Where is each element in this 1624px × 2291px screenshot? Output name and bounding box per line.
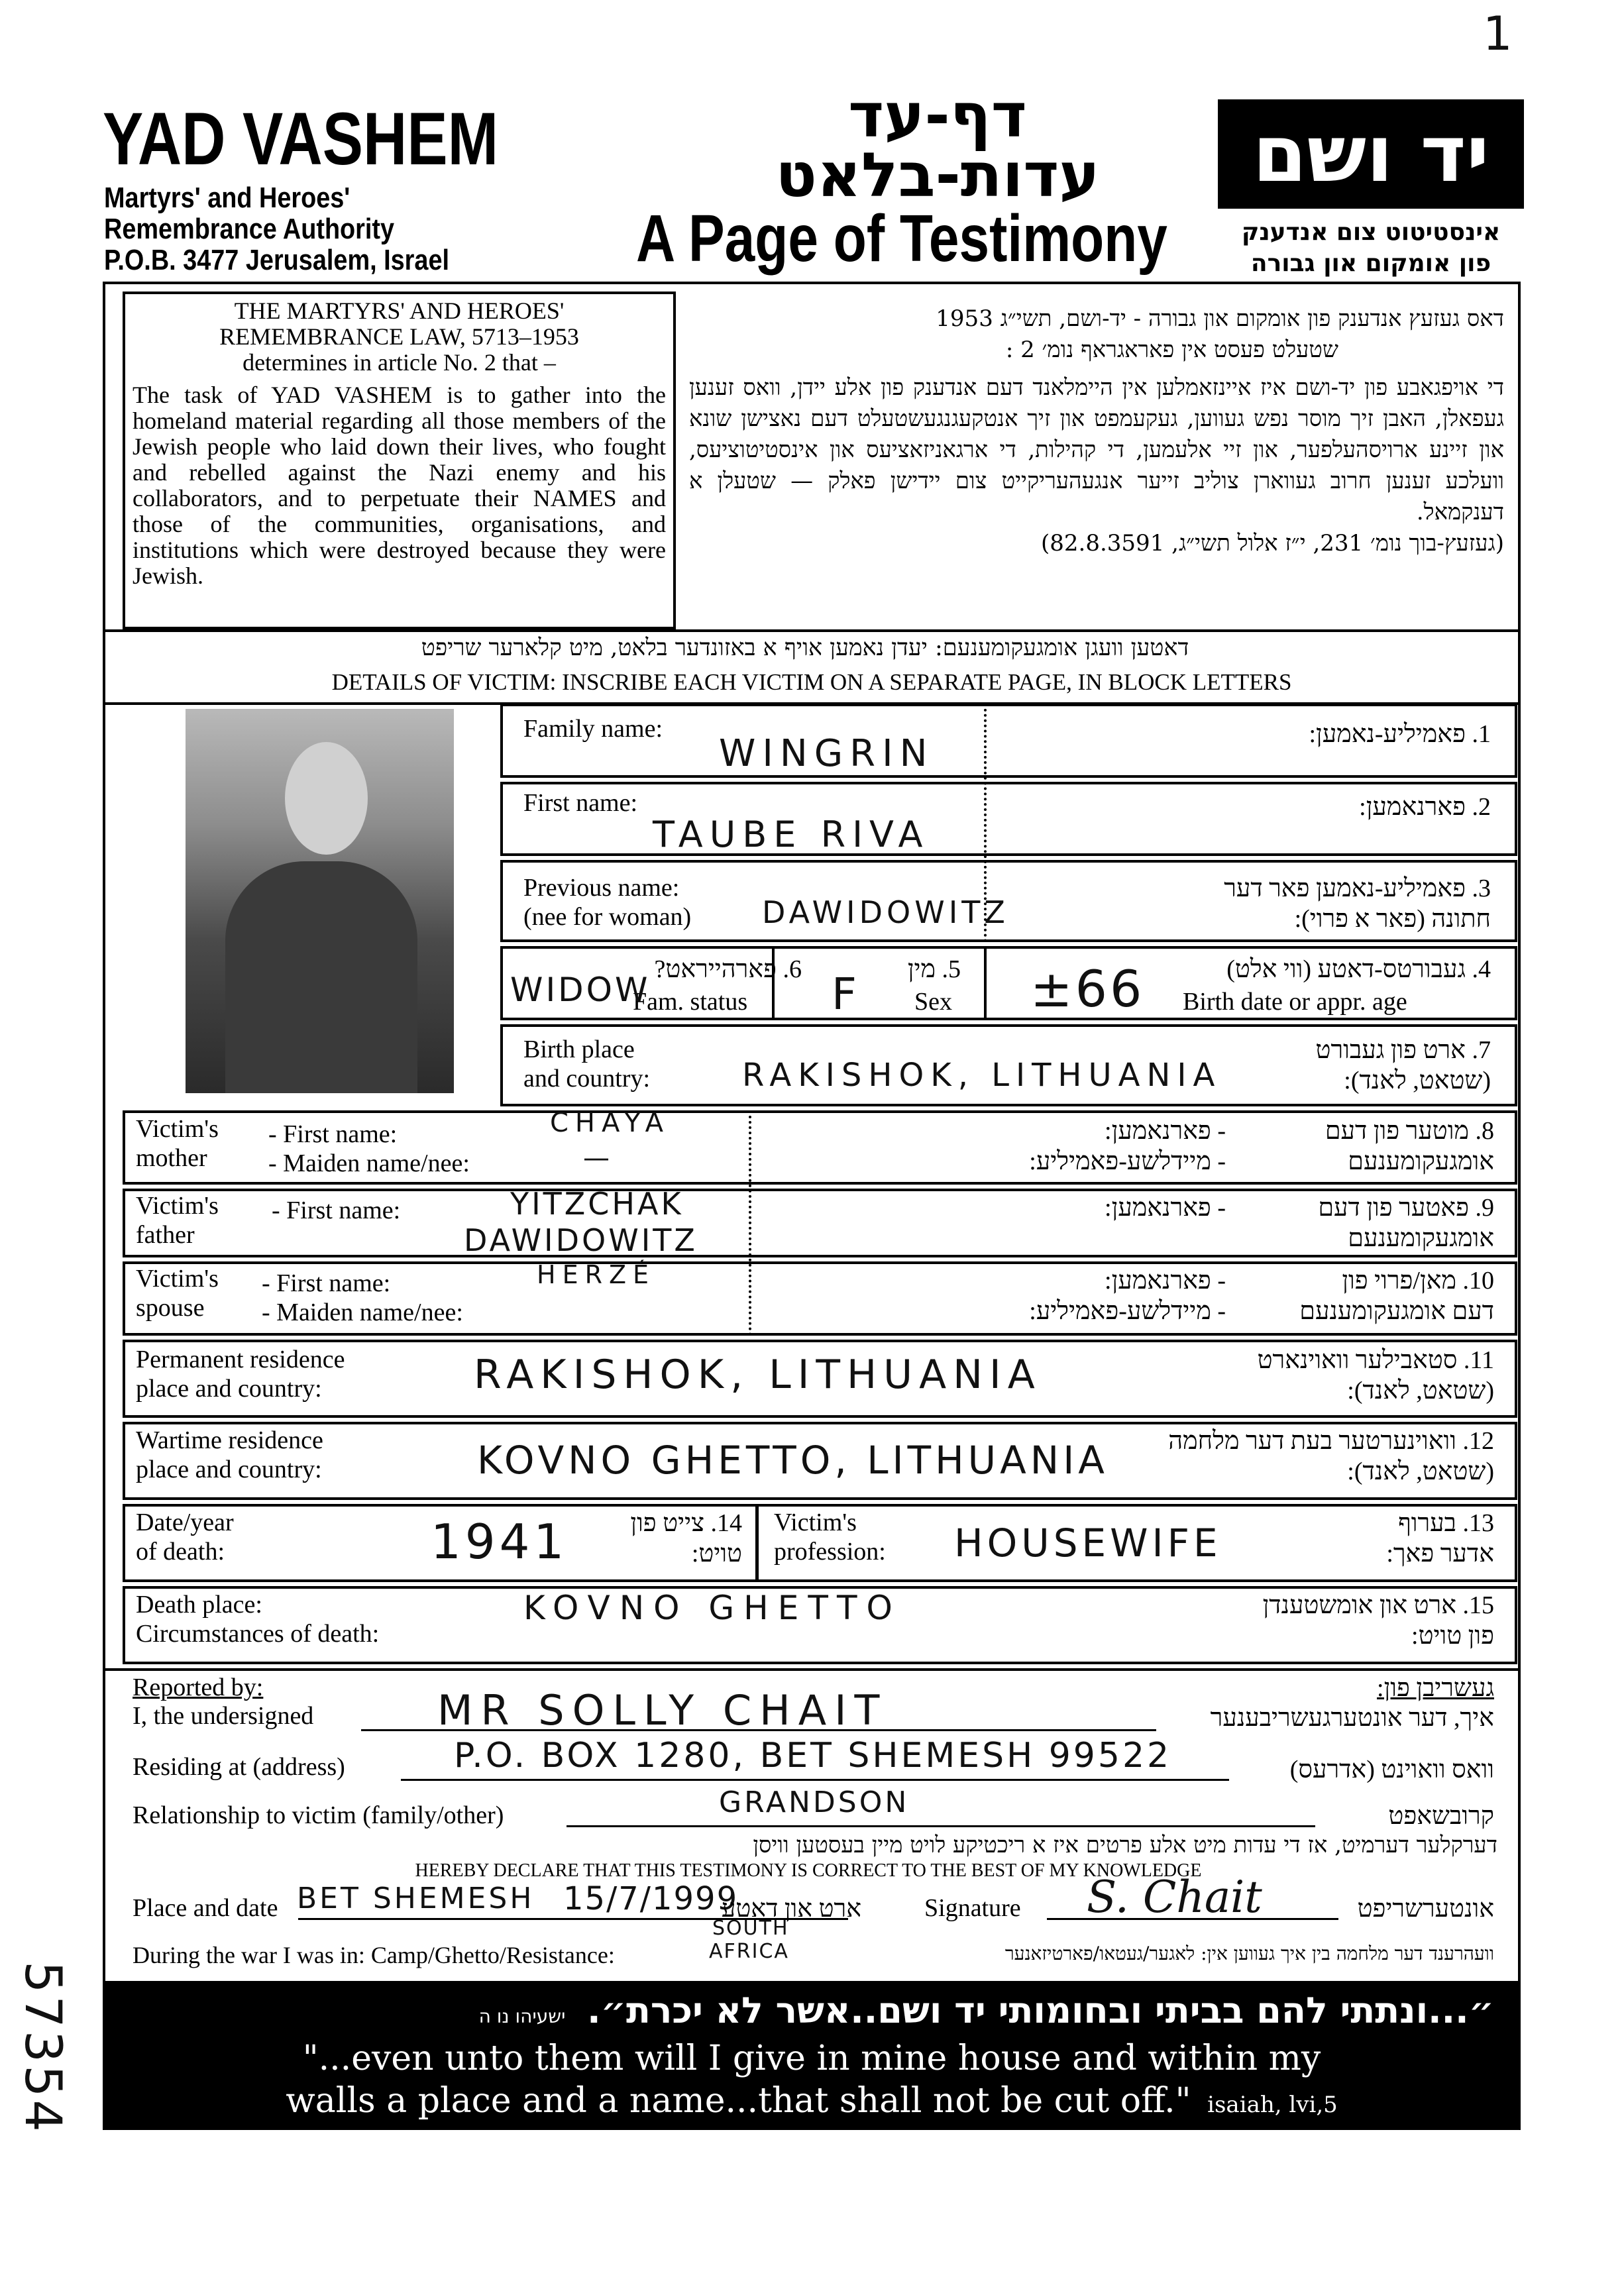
birth-place-label-1: Birth place	[523, 1036, 635, 1063]
law-english	[133, 298, 666, 589]
relationship-label: Relationship to victim (family/other)	[133, 1801, 504, 1829]
profession-heb	[1259, 1508, 1494, 1569]
law-body: The task of YAD VASHEM is to gather into the homeland material regarding all those members of the Jewish people who laid down their lives, who fought and rebelled against the Nazi enemy and his collaborators, and to perpetuate their NAMES and those of the communities, organisations, and institutions which were destroyed because they were Jewish.	[133, 382, 666, 589]
verse-english-2: walls a place and a name...that shall not be cut off."	[286, 2081, 1191, 2121]
previous-name-heb	[1034, 873, 1491, 934]
org-line1: Martyrs' and Heroes'	[104, 182, 351, 214]
profession-heb-2: אדער פאך:	[1386, 1540, 1494, 1568]
profession-heb-1: 13. בערוף	[1398, 1509, 1494, 1537]
father-label	[136, 1191, 219, 1250]
father-label-2: father	[136, 1221, 195, 1249]
org-name: YAD VASHEM	[103, 97, 499, 180]
war-location-heb: וועהרענד דער מלחמה בין איך געווען אין: לאגער/געטאו/פארטיזאנער	[1004, 1943, 1494, 1964]
place-date-heb: ארט און דאטע	[721, 1895, 861, 1923]
address-heb: וואס וואוינט (אדרעס)	[1289, 1756, 1494, 1784]
mother-first-value[interactable]: CHAYA	[550, 1108, 670, 1138]
sex-heb: 5. מין	[907, 955, 961, 983]
war-label-2: place and country:	[136, 1456, 322, 1483]
previous-name-label-2: (nee for woman)	[523, 903, 692, 931]
birth-date-value[interactable]: ±66	[1030, 959, 1145, 1018]
spouse-heb-1: 10. מאן/פרוי פון	[1342, 1267, 1494, 1295]
law-title-1: THE MARTYRS' AND HEROES'	[234, 297, 565, 324]
perm-heb-2: (שטאט, לאנד):	[1347, 1377, 1494, 1405]
org-line2: Remembrance Authority	[104, 213, 395, 245]
verse-hebrew	[116, 1988, 1494, 2040]
mother-first-label: - First name:	[268, 1120, 398, 1148]
signature-value[interactable]: S. Chait	[1087, 1872, 1262, 1923]
org-yiddish-1: אינסטיטוט צום אנדענק	[1241, 219, 1501, 246]
previous-name-heb-2: חתונה (פאר א פרוי):	[1294, 905, 1491, 933]
spouse-maiden-heb: - מיידלשע-פאמיליע:	[1029, 1297, 1226, 1325]
verse-english	[103, 2037, 1521, 2126]
death-date-label-2: of death:	[136, 1538, 225, 1566]
father-first-heb: - פארנאמען:	[1105, 1194, 1226, 1222]
war-heb-1: 12. וואוינערטער בעת דער מלחמה	[1168, 1427, 1494, 1455]
death-place-heb	[1126, 1590, 1494, 1651]
fam-status-value[interactable]: WIDOW	[510, 971, 651, 1009]
previous-name-heb-1: 3. פאמיליע-נאמען פאר דער	[1224, 875, 1491, 902]
spouse-maiden-label: - Maiden name/nee:	[262, 1299, 463, 1326]
footer-banner	[103, 1981, 1521, 2130]
death-place-label-1: Death place:	[136, 1591, 262, 1619]
war-label-1: Wartime residence	[136, 1426, 323, 1454]
title-hebrew-2: עדות-בלאט	[775, 140, 1100, 211]
mother-label-1: Victim's	[136, 1115, 219, 1143]
father-label-1: Victim's	[136, 1192, 219, 1220]
archive-number: 57354	[14, 1961, 73, 2135]
death-place-label-2: Circumstances of death:	[136, 1620, 380, 1648]
address-line	[401, 1779, 1229, 1781]
mother-label	[136, 1114, 219, 1173]
mother-heb-2: אומגעקומענעם	[1348, 1147, 1494, 1175]
first-name-value[interactable]: TAUBE RIVA	[653, 814, 930, 855]
birth-date-label: Birth date or appr. age	[1183, 988, 1407, 1016]
spouse-heb	[1239, 1265, 1494, 1326]
page-number: 1	[1483, 7, 1513, 61]
title-hebrew-1: דף-עד	[848, 80, 1027, 151]
death-date-label-1: Date/year	[136, 1509, 234, 1536]
reported-by-label: Reported by:	[133, 1674, 264, 1701]
relationship-line	[567, 1825, 1315, 1827]
verse-english-2-line	[103, 2080, 1521, 2126]
war-label	[136, 1426, 323, 1484]
verse-hebrew-ref: ישעיהו נו ה	[478, 2005, 566, 2027]
relationship-value[interactable]: GRANDSON	[719, 1785, 910, 1819]
previous-name-label	[523, 873, 691, 932]
mother-maiden-heb: - מיידלשע-פאמיליע:	[1029, 1147, 1226, 1175]
father-first-value[interactable]: YITZCHAK	[510, 1186, 684, 1222]
law-yid-title-1: דאס געזעץ אנדענק פון אומקום און גבורה - יד-ושם, תשי״ג 1953	[936, 305, 1504, 332]
spouse-heb-2: דעם אומגעקומענעם	[1299, 1297, 1494, 1325]
spouse-first-value[interactable]: HERZÉ	[537, 1260, 656, 1289]
previous-name-value[interactable]: DAWIDOWITZ	[762, 894, 1009, 930]
photo-face	[285, 742, 368, 855]
mother-maiden-label: - Maiden name/nee:	[268, 1149, 470, 1177]
profession-label-2: profession:	[774, 1538, 886, 1566]
law-yid-ref: (געזעץ-בוך נומ׳ 231, י״ז אלול תשי״ג, 82.8.3591)	[1041, 530, 1504, 557]
death-place-heb-1: 15. ארט און אומשטענדן	[1262, 1591, 1494, 1619]
death-place-heb-2: פון טויט:	[1411, 1622, 1494, 1650]
law-yid-body: די אויפגאבע פון יד-ושם איז איינזאמלען אין היימלאנד דעם אנדענק פון אלע יידן, וואס זענען געפאלן, האבן זיך מוסר נפש געווען, געקעמפט און זיך אנטקעגנגעשטעלט דעם נאצישן שונא און זיינע ארויסהעלפער, און זיי אלעמען, די קהילות, די ארגאניזאציעס און אינסטיטוציעס, וועלכע זענען חרוב געווארן צוליב זייער אנגעהעריקייט צום יידישן פאלק — שטעלן א דענקמאל.	[689, 374, 1504, 525]
law-yid-title-2: שטעלט פעסט אין פאראגראף נומ׳ 2 :	[1005, 337, 1338, 363]
mother-maiden-value[interactable]: —	[583, 1143, 616, 1173]
org-yiddish-2: פון אומקום און גבורה	[1250, 250, 1491, 277]
declare-en: HEREBY DECLARE THAT THIS TESTIMONY IS CORRECT TO THE BEST OF MY KNOWLEDGE	[415, 1860, 1202, 1881]
sex-value[interactable]: F	[832, 969, 863, 1020]
profession-label	[774, 1508, 886, 1566]
death-place-value[interactable]: KOVNO GHETTO	[523, 1589, 902, 1627]
address-value[interactable]: P.O. BOX 1280, BET SHEMESH 99522	[454, 1736, 1172, 1776]
father-first-label: - First name:	[272, 1197, 401, 1224]
birth-place-label-2: and country:	[523, 1065, 651, 1092]
place-value[interactable]: BET SHEMESH	[297, 1882, 535, 1915]
war-location-value-2[interactable]: AFRICA	[709, 1940, 789, 1963]
family-name-label: Family name:	[523, 715, 663, 743]
mother-label-2: mother	[136, 1144, 207, 1172]
first-name-heb: 2. פארנאמען:	[1359, 793, 1491, 821]
details-heading-english: DETAILS OF VICTIM: INSCRIBE EACH VICTIM ON A SEPARATE PAGE, IN BLOCK LETTERS	[331, 669, 1292, 695]
place-date-label: Place and date	[133, 1894, 278, 1922]
logo-yad-vashem: יד ושם	[1218, 99, 1524, 209]
perm-value[interactable]: RAKISHOK, LITHUANIA	[474, 1352, 1042, 1398]
photo-body	[225, 861, 417, 1093]
war-value[interactable]: KOVNO GHETTO, LITHUANIA	[477, 1438, 1109, 1483]
war-location-label: During the war I was in: Camp/Ghetto/Resistance:	[133, 1942, 615, 1968]
spouse-label	[136, 1264, 219, 1322]
title-english: A Page of Testimony	[636, 201, 1167, 276]
father-heb	[1239, 1193, 1494, 1253]
rule-3	[103, 1668, 1521, 1671]
death-date-label	[136, 1508, 234, 1566]
verse-hebrew-text: ״...ונתתי להם בביתי ובחומותי יד ושם..אשר לא יכרת״.	[587, 1990, 1494, 2031]
undersigned-value[interactable]: MR SOLLY CHAIT	[437, 1686, 888, 1734]
mother-first-heb: - פארנאמען:	[1105, 1117, 1226, 1145]
org-address	[104, 182, 449, 276]
signature-heb: אונטערשריפט	[1357, 1895, 1494, 1923]
reported-by-heb: געשריבן פון:	[1377, 1674, 1494, 1702]
law-title-3: determines in article No. 2 that –	[243, 349, 556, 376]
fam-status-label: Fam. status	[633, 988, 748, 1016]
undersigned-label: I, the undersigned	[133, 1702, 314, 1730]
victim-photo	[186, 709, 454, 1093]
verse-english-1: "...even unto them will I give in mine house and within my	[302, 2039, 1321, 2078]
birth-place-heb-1: 7. ארט פון געבורט	[1315, 1036, 1491, 1064]
spouse-label-1: Victim's	[136, 1265, 219, 1293]
date-value[interactable]: 15/7/1999	[563, 1880, 739, 1917]
death-date-heb-1: 14. צייט פון	[630, 1509, 742, 1537]
profession-value[interactable]: HOUSEWIFE	[954, 1520, 1222, 1566]
spouse-sub-labels	[262, 1269, 463, 1327]
law-title-2: REMEMBRANCE LAW, 5713–1953	[219, 323, 579, 350]
mother-heb-1: 8. מוטער פון דעם	[1325, 1117, 1494, 1145]
mother-sub-heb	[881, 1116, 1226, 1177]
family-name-heb: 1. פאמיליע-נאמען:	[1309, 720, 1491, 748]
divider-status-2	[984, 946, 987, 1020]
spouse-label-2: spouse	[136, 1294, 205, 1322]
law-yiddish	[689, 303, 1504, 559]
death-place-label	[136, 1590, 379, 1648]
perm-heb-1: 11. סטאבילער וואוינארט	[1257, 1346, 1494, 1374]
rule-1	[103, 629, 1521, 632]
birth-place-label	[523, 1035, 650, 1093]
birth-place-heb-2: (שטאט, לאנד):	[1344, 1067, 1491, 1094]
perm-label	[136, 1345, 345, 1403]
details-heading-yiddish: דאטען וועגן אומגעקומענעם: יעדן נאמען אויף א באזונדער בלאט, מיט קלארער שריפט	[421, 635, 1189, 661]
signature-label: Signature	[924, 1894, 1021, 1922]
profession-label-1: Victim's	[774, 1509, 857, 1536]
war-heb	[1087, 1426, 1494, 1487]
spouse-first-heb: - פארנאמען:	[1105, 1267, 1226, 1295]
first-name-label: First name:	[523, 789, 638, 817]
war-location-value-1[interactable]: SOUTH	[712, 1917, 789, 1940]
fam-status-heb: 6. פארהייראט?	[654, 955, 802, 983]
spouse-sub-heb	[881, 1265, 1226, 1326]
birth-place-value[interactable]: RAKISHOK, LITHUANIA	[742, 1057, 1222, 1094]
perm-label-1: Permanent residence	[136, 1346, 345, 1373]
declare-heb: דערקלער דערמיט, אז די עדות מיט אלע פרטים איז א ריכטיקע לויט מיין בעסטען וויסן	[753, 1832, 1497, 1858]
father-last-value[interactable]: DAWIDOWITZ	[464, 1222, 698, 1258]
sex-label: Sex	[914, 988, 952, 1016]
undersigned-heb: איך, דער אונטערגעשריבענער	[1210, 1704, 1494, 1732]
perm-label-2: place and country:	[136, 1375, 322, 1403]
mother-sub-labels	[268, 1120, 470, 1178]
previous-name-label-1: Previous name:	[523, 874, 680, 902]
verse-english-ref: isaiah, lvi,5	[1207, 2092, 1338, 2118]
father-heb-1: 9. פאטער פון דעם	[1318, 1194, 1494, 1222]
relationship-heb: קרובשאפט	[1388, 1802, 1494, 1830]
spouse-first-label: - First name:	[262, 1269, 391, 1297]
death-date-heb	[583, 1508, 742, 1569]
address-label: Residing at (address)	[133, 1753, 345, 1781]
war-heb-2: (שטאט, לאנד):	[1347, 1458, 1494, 1485]
mother-heb	[1239, 1116, 1494, 1177]
perm-heb	[1126, 1345, 1494, 1406]
family-name-value[interactable]: WINGRIN	[719, 732, 934, 775]
death-date-value[interactable]: 1941	[431, 1514, 568, 1570]
birth-date-heb: 4. געבורטס-דאטע (ווי אלט)	[1226, 955, 1491, 983]
death-date-heb-2: טויט:	[691, 1540, 742, 1568]
father-heb-2: אומגעקומענעם	[1348, 1224, 1494, 1252]
org-line3: P.O.B. 3477 Jerusalem, Israel	[104, 244, 450, 276]
